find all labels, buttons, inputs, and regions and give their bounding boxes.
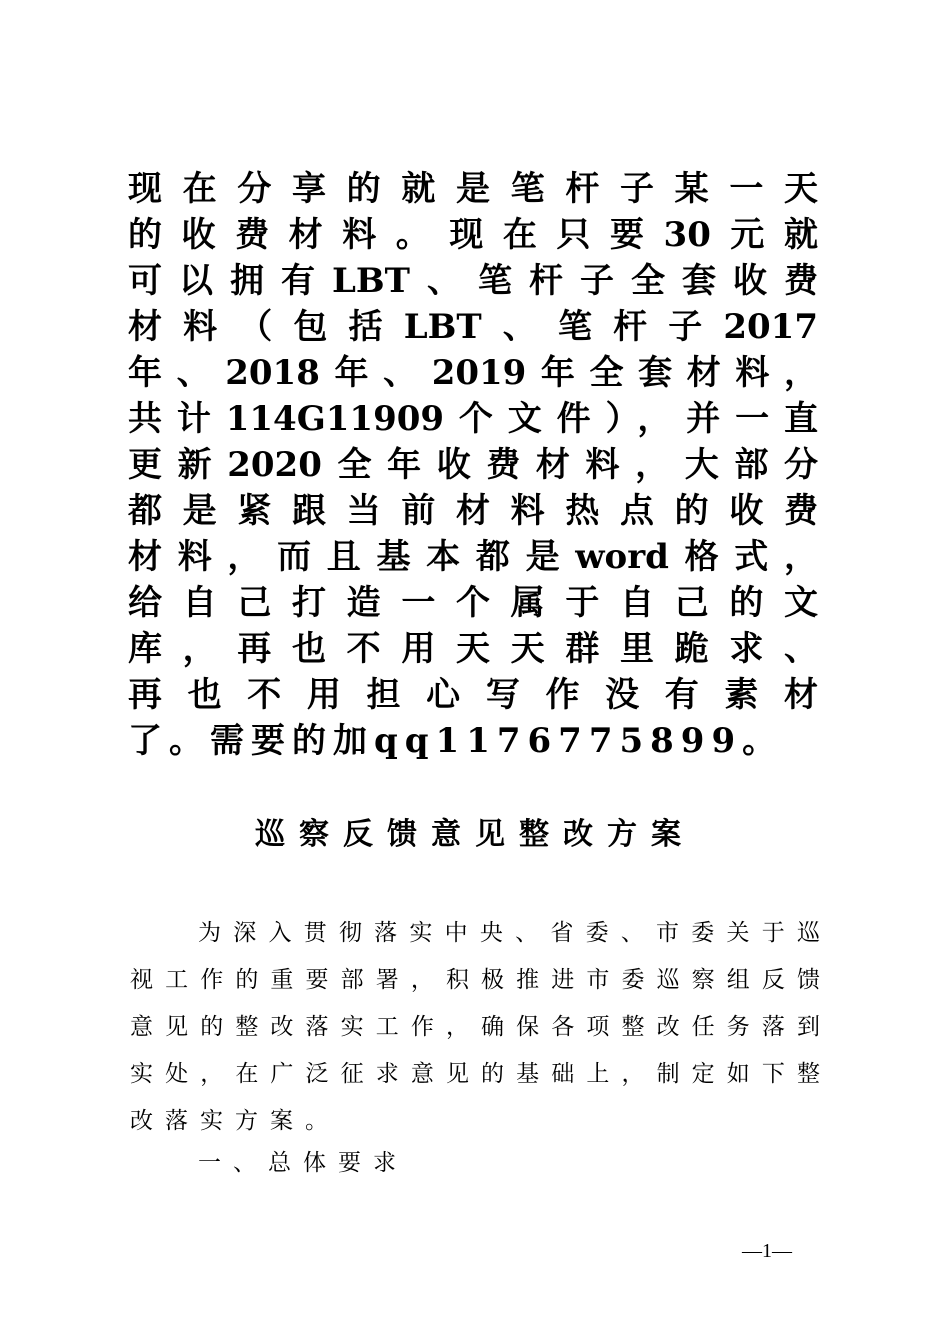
promo-line: 材料，而且基本都是word格式，: [128, 537, 818, 577]
promo-line: 了。需要的加qq1176775899。: [128, 721, 784, 761]
promo-line: 都是紧跟当前材料热点的收费: [128, 491, 818, 531]
section-heading: 一、总体要求: [198, 1150, 408, 1176]
promo-line: 更新2020全年收费材料，大部分: [128, 445, 818, 485]
promo-line: 可以拥有LBT、笔杆子全套收费: [128, 261, 818, 301]
body-line: 视工作的重要部署，积极推进市委巡察组反馈: [130, 967, 820, 993]
promo-line: 共计114G11909个文件），并一直: [128, 399, 818, 439]
promo-line: 年、2018年、2019年全套材料，: [128, 353, 818, 393]
body-line: 意见的整改落实工作，确保各项整改任务落到: [130, 1014, 820, 1040]
body-line: 改落实方案。: [130, 1108, 340, 1134]
page-number: —1—: [742, 1240, 792, 1262]
promo-line: 的收费材料。现在只要30元就: [128, 215, 818, 255]
promo-line: 库，再也不用天天群里跪求、: [128, 629, 818, 669]
body-paragraph: [130, 910, 820, 1145]
promo-line: 现在分享的就是笔杆子某一天: [128, 169, 818, 209]
body-line: 实处，在广泛征求意见的基础上，制定如下整: [130, 1061, 820, 1087]
promo-line: 材料（包括LBT、笔杆子2017: [128, 307, 818, 347]
promo-line: 再也不用担心写作没有素材: [128, 675, 818, 715]
promo-line: 给自己打造一个属于自己的文: [128, 583, 818, 623]
document-title: 巡察反馈意见整改方案: [255, 817, 695, 852]
body-line: 为深入贯彻落实中央、省委、市委关于巡: [198, 920, 820, 946]
promo-paragraph: [128, 166, 818, 764]
